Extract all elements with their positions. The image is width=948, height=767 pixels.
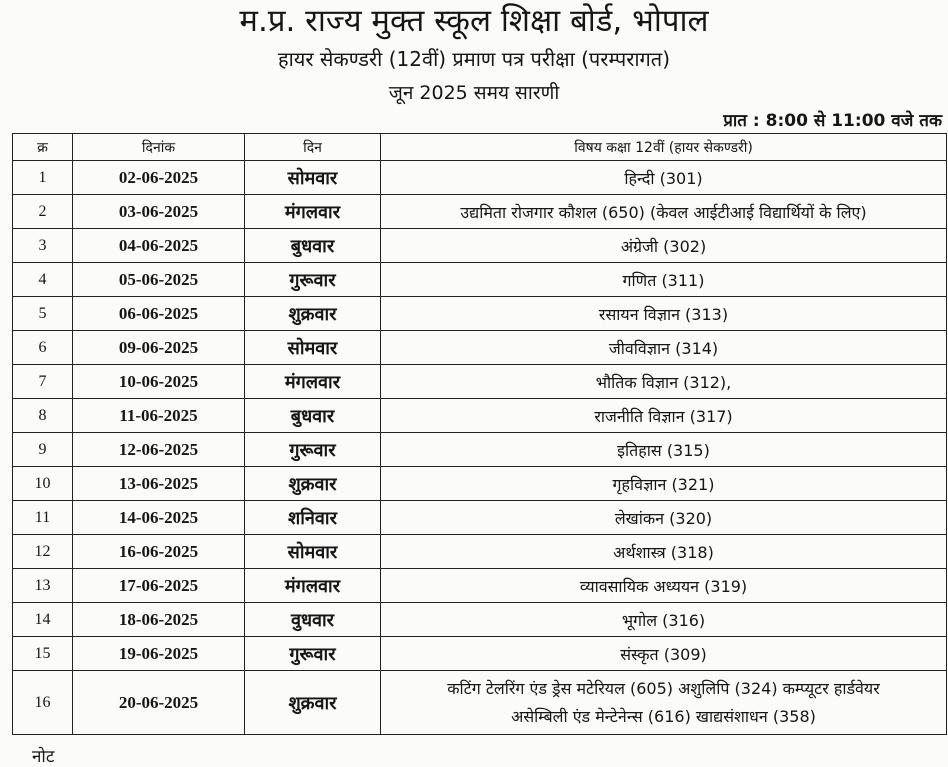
- serial-cell: 1: [13, 161, 73, 195]
- subject-cell: उद्यमिता रोजगार कौशल (650) (केवल आईटीआई विद्यार्थियों के लिए): [381, 195, 947, 229]
- subject-line-1: कटिंग टेलरिंग एंड ड्रेस मटेरियल (605) अशुलिपि (324) कम्प्यूटर हार्डवेयर: [447, 678, 880, 698]
- day-cell: शुक्रवार: [245, 671, 381, 735]
- table-row: [13, 229, 947, 263]
- date-cell: 18-06-2025: [73, 603, 245, 637]
- day-cell: शुक्रवार: [245, 467, 381, 501]
- subject-cell: [381, 671, 947, 735]
- table-row: [13, 195, 947, 229]
- date-cell: 13-06-2025: [73, 467, 245, 501]
- column-header-date: दिनांक: [73, 134, 245, 161]
- exam-subtitle: हायर सेकण्डरी (12वीं) प्रमाण पत्र परीक्षा (परम्परागत): [277, 47, 671, 71]
- serial-cell: 15: [13, 637, 73, 671]
- day-cell: शुक्रवार: [245, 297, 381, 331]
- table-row: [13, 399, 947, 433]
- table-row: [13, 569, 947, 603]
- serial-cell: 5: [13, 297, 73, 331]
- table-row: [13, 263, 947, 297]
- table-header-row: [13, 134, 947, 161]
- subject-cell: भौतिक विज्ञान (312),: [381, 365, 947, 399]
- subject-cell: इतिहास (315): [381, 433, 947, 467]
- column-header-serial: क्र: [13, 134, 73, 161]
- date-cell: 02-06-2025: [73, 161, 245, 195]
- note-label: नोट: [32, 747, 55, 767]
- date-cell: 19-06-2025: [73, 637, 245, 671]
- table-row: [13, 535, 947, 569]
- serial-cell: 3: [13, 229, 73, 263]
- subject-cell: अर्थशास्त्र (318): [381, 535, 947, 569]
- column-header-day: दिन: [245, 134, 381, 161]
- table-row: [13, 297, 947, 331]
- day-cell: सोमवार: [245, 161, 381, 195]
- date-cell: 20-06-2025: [73, 671, 245, 735]
- date-cell: 12-06-2025: [73, 433, 245, 467]
- date-cell: 05-06-2025: [73, 263, 245, 297]
- serial-cell: 10: [13, 467, 73, 501]
- date-cell: 16-06-2025: [73, 535, 245, 569]
- day-cell: गुरूवार: [245, 433, 381, 467]
- day-cell: बुधवार: [245, 399, 381, 433]
- serial-cell: 11: [13, 501, 73, 535]
- table-row: [13, 467, 947, 501]
- date-cell: 10-06-2025: [73, 365, 245, 399]
- subject-cell: राजनीति विज्ञान (317): [381, 399, 947, 433]
- day-cell: वुधवार: [245, 603, 381, 637]
- serial-cell: 8: [13, 399, 73, 433]
- serial-cell: 4: [13, 263, 73, 297]
- subject-cell: भूगोल (316): [381, 603, 947, 637]
- serial-cell: 7: [13, 365, 73, 399]
- day-cell: मंगलवार: [245, 569, 381, 603]
- serial-cell: 13: [13, 569, 73, 603]
- subject-cell: गणित (311): [381, 263, 947, 297]
- date-cell: 17-06-2025: [73, 569, 245, 603]
- table-row: [13, 637, 947, 671]
- table-row: [13, 603, 947, 637]
- board-title: म.प्र. राज्य मुक्त स्कूल शिक्षा बोर्ड, भोपाल: [239, 3, 709, 39]
- serial-cell: 12: [13, 535, 73, 569]
- day-cell: बुधवार: [245, 229, 381, 263]
- subject-cell: जीवविज्ञान (314): [381, 331, 947, 365]
- table-row: [13, 671, 947, 735]
- date-cell: 14-06-2025: [73, 501, 245, 535]
- subject-cell: संस्कृत (309): [381, 637, 947, 671]
- day-cell: शनिवार: [245, 501, 381, 535]
- subject-cell: लेखांकन (320): [381, 501, 947, 535]
- day-cell: गुरूवार: [245, 263, 381, 297]
- subject-cell: अंग्रेजी (302): [381, 229, 947, 263]
- column-header-subject: विषय कक्षा 12वीं (हायर सेकण्डरी): [381, 134, 947, 161]
- subject-line-2: असेम्बिली एंड मेन्टेनेन्स (616) खाद्यसंशाधन (358): [511, 706, 816, 726]
- table-row: [13, 331, 947, 365]
- day-cell: मंगलवार: [245, 195, 381, 229]
- serial-cell: 9: [13, 433, 73, 467]
- date-cell: 04-06-2025: [73, 229, 245, 263]
- date-cell: 09-06-2025: [73, 331, 245, 365]
- table-row: [13, 161, 947, 195]
- subject-cell: रसायन विज्ञान (313): [381, 297, 947, 331]
- exam-timing: प्रात : 8:00 से 11:00 वजे तक: [723, 111, 942, 131]
- serial-cell: 2: [13, 195, 73, 229]
- day-cell: मंगलवार: [245, 365, 381, 399]
- timetable: [12, 133, 947, 735]
- table-row: [13, 433, 947, 467]
- table-row: [13, 501, 947, 535]
- subject-cell: गृहविज्ञान (321): [381, 467, 947, 501]
- serial-cell: 14: [13, 603, 73, 637]
- serial-cell: 6: [13, 331, 73, 365]
- date-cell: 03-06-2025: [73, 195, 245, 229]
- serial-cell: 16: [13, 671, 73, 735]
- session-title: जून 2025 समय सारणी: [388, 82, 560, 104]
- day-cell: गुरूवार: [245, 637, 381, 671]
- day-cell: सोमवार: [245, 535, 381, 569]
- date-cell: 11-06-2025: [73, 399, 245, 433]
- date-cell: 06-06-2025: [73, 297, 245, 331]
- subject-cell: हिन्दी (301): [381, 161, 947, 195]
- subject-cell: व्यावसायिक अध्ययन (319): [381, 569, 947, 603]
- table-row: [13, 365, 947, 399]
- day-cell: सोमवार: [245, 331, 381, 365]
